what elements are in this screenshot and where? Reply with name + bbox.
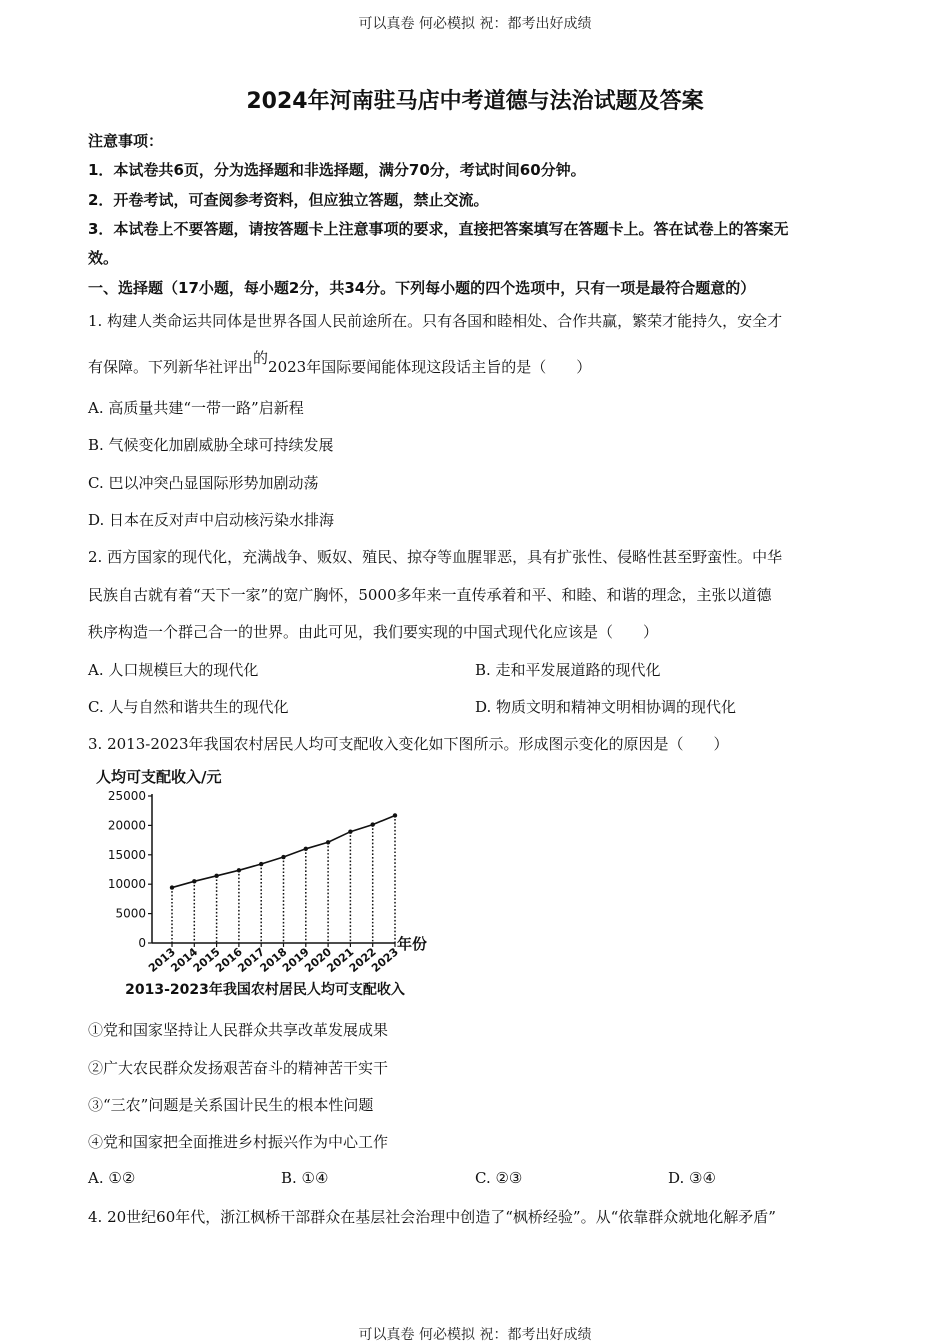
data-point — [170, 885, 174, 889]
y-tick-label: 25000 — [107, 789, 146, 803]
x-tick-label: 2016 — [213, 945, 245, 975]
data-point — [304, 847, 308, 851]
statement: ④党和国家把全面推进乡村振兴作为中心工作 — [88, 1133, 389, 1151]
note-item: 2．开卷考试，可查阅参考资料，但应独立答题，禁止交流。 — [88, 191, 489, 209]
note-item: 1．本试卷共6页，分为选择题和非选择题，满分70分，考试时间60分钟。 — [88, 161, 586, 179]
option: D. 物质文明和精神文明相协调的现代化 — [475, 698, 737, 716]
chart-axes — [108, 789, 401, 975]
question-1-superscript: 的 — [253, 349, 269, 367]
option: B. ①④ — [281, 1169, 329, 1187]
x-tick-label: 2022 — [346, 945, 379, 975]
note-item: 3．本试卷上不要答题，请按答题卡上注意事项的要求，直接把答案填写在答题卡上。答在试卷上的答案无 — [88, 220, 789, 238]
chart-ylabel: 人均可支配收入/元 — [96, 768, 222, 786]
y-tick-label: 10000 — [107, 877, 146, 892]
question-2-line: 秩序构造一个群己合一的世界。由此可见，我们要实现的中国式现代化应该是（ ） — [88, 623, 659, 641]
option: A. ①② — [88, 1169, 136, 1187]
option: B. 气候变化加剧威胁全球可持续发展 — [88, 436, 334, 454]
statement: ①党和国家坚持让人民群众共享改革发展成果 — [88, 1021, 389, 1039]
x-tick-label: 2021 — [324, 945, 357, 975]
statement: ②广大农民群众发扬艰苦奋斗的精神苦干实干 — [88, 1059, 389, 1077]
y-tick-label: 15000 — [107, 847, 146, 862]
x-tick-label: 2013 — [146, 945, 178, 975]
y-tick-label: 0 — [138, 936, 146, 950]
chart-marks — [170, 813, 397, 943]
x-tick-label: 2014 — [168, 945, 201, 975]
data-point — [237, 868, 241, 872]
x-tick-label: 2020 — [302, 945, 335, 975]
income-series-line — [172, 815, 395, 887]
option: A. 人口规模巨大的现代化 — [88, 661, 259, 679]
chart-title: 2013-2023年我国农村居民人均可支配收入 — [125, 982, 405, 998]
income-line-chart — [90, 762, 450, 1002]
data-point — [214, 874, 218, 878]
x-tick-label: 2023 — [369, 945, 401, 975]
question-1-line: 1. 构建人类命运共同体是世界各国人民前途所在。只有各国和睦相处、合作共赢，繁荣才能持久，安全才 — [88, 312, 783, 330]
x-tick-label: 2015 — [190, 945, 223, 975]
chart-xlabel: 年份 — [397, 935, 428, 953]
y-tick-label: 5000 — [115, 906, 146, 921]
x-tick-label: 2017 — [235, 945, 268, 975]
question-2-line: 民族自古就有着“天下一家”的宽广胸怀，5000多年来一直传承着和平、和睦、和谐的理念，主张以道德 — [88, 586, 772, 604]
option: A. 高质量共建“一带一路”启新程 — [88, 399, 304, 417]
data-point — [259, 862, 263, 866]
question-1-text: 有保障。下列新华社评出 — [88, 358, 254, 376]
page-footer: 可以真卷 何必模拟 祝：都考出好成绩 — [358, 1327, 592, 1343]
x-tick-label: 2018 — [257, 945, 290, 975]
data-point — [281, 855, 285, 859]
y-tick-label: 20000 — [107, 818, 146, 833]
question-1-line — [88, 349, 592, 377]
statement: ③“三农”问题是关系国计民生的根本性问题 — [88, 1096, 374, 1114]
option: C. ②③ — [475, 1169, 523, 1187]
section-heading: 一、选择题（17小题，每小题2分，共34分。下列每小题的四个选项中，只有一项是最符合题意的） — [88, 279, 756, 297]
x-tick-label: 2019 — [279, 945, 312, 975]
question-3-stem: 3. 2013-2023年我国农村居民人均可支配收入变化如下图所示。形成图示变化的原因是（ ） — [88, 735, 729, 753]
page-title: 2024年河南驻马店中考道德与法治试题及答案 — [246, 89, 704, 114]
page-header: 可以真卷 何必模拟 祝：都考出好成绩 — [358, 16, 592, 32]
question-2-line: 2. 西方国家的现代化，充满战争、贩奴、殖民、掠夺等血腥罪恶，具有扩张性、侵略性甚至野蛮性。中华 — [88, 548, 783, 566]
notes-heading: 注意事项： — [88, 132, 164, 150]
data-point — [326, 840, 330, 844]
data-point — [371, 822, 375, 826]
option: D. ③④ — [668, 1169, 716, 1187]
option: C. 人与自然和谐共生的现代化 — [88, 698, 289, 716]
question-4-line: 4. 20世纪60年代，浙江枫桥干部群众在基层社会治理中创造了“枫桥经验”。从“依靠群众就地化解矛盾” — [88, 1208, 776, 1226]
option: D. 日本在反对声中启动核污染水排海 — [88, 511, 335, 529]
data-point — [393, 813, 397, 817]
option: C. 巴以冲突凸显国际形势加剧动荡 — [88, 474, 319, 492]
option: B. 走和平发展道路的现代化 — [475, 661, 661, 679]
note-item: 效。 — [88, 249, 119, 267]
question-1-text: 2023年国际要闻能体现这段话主旨的是（ ） — [268, 358, 592, 376]
data-point — [192, 879, 196, 883]
data-point — [348, 829, 352, 833]
